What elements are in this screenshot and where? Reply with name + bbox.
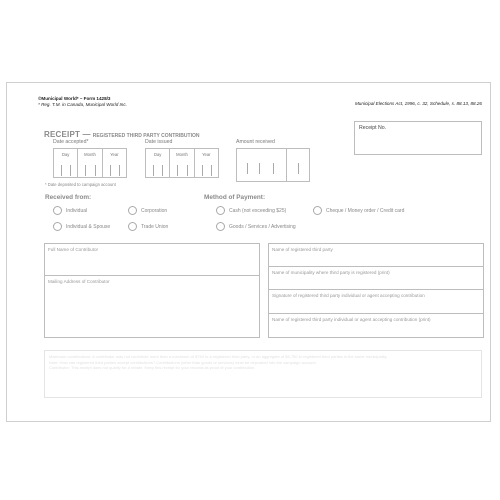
radio-corporation[interactable]: Corporation — [128, 206, 167, 215]
publisher-info — [38, 96, 127, 108]
radio-circle[interactable] — [128, 206, 137, 215]
note-line: Contributor: This receipt does not qualify for a rebate. Keep this receipt for your records as proof of your contribution. — [49, 365, 256, 371]
receipt-number-label: Receipt No. — [359, 125, 387, 131]
date-accepted-year[interactable]: Year — [103, 149, 126, 177]
date-accepted-field[interactable] — [53, 148, 127, 178]
radio-individual-spouse[interactable]: Individual & Spouse — [53, 222, 110, 231]
radio-circle[interactable] — [216, 206, 225, 215]
date-issued-month[interactable]: Month — [170, 149, 194, 177]
note-line: Note: How can registered third parties accept contributions? Contributions (other than goods or services) must be deposited into the campaign account. — [49, 359, 317, 365]
date-footnote: * Date deposited to campaign account — [45, 182, 116, 187]
radio-circle[interactable] — [313, 206, 322, 215]
form-title-sub: REGISTERED THIRD PARTY CONTRIBUTION — [92, 133, 200, 139]
date-accepted-label: Date accepted* — [53, 139, 89, 145]
date-issued-year[interactable]: Year — [195, 149, 218, 177]
amount-label: Amount received — [236, 139, 275, 145]
form-title-main: RECEIPT — — [44, 130, 91, 139]
statute-reference: Municipal Elections Act, 1996, c. 32, Schedule, s. 88.13, 88.26 — [354, 101, 482, 106]
radio-circle[interactable] — [53, 206, 62, 215]
date-issued-label: Date issued — [145, 139, 173, 145]
radio-individual[interactable]: Individual — [53, 206, 87, 215]
receipt-number-field[interactable] — [354, 121, 482, 155]
publisher-line1: ©Municipal World* – Form 1428/3 — [38, 96, 111, 101]
signature-field[interactable]: Signature of registered third party individual or agent accepting contribution — [269, 290, 483, 314]
radio-trade-union[interactable]: Trade Union — [128, 222, 168, 231]
notes-box — [44, 350, 482, 398]
radio-goods-services[interactable]: Goods / Services / Advertising — [216, 222, 296, 231]
signer-name-field[interactable]: Name of registered third party individual or agent accepting contribution (print) — [272, 317, 431, 322]
note-line: Maximum contributions: A contributor may not contribute more than a maximum of $750 to a registered third party, or an aggregate of $3,750 to registered third parties in the same municipality. — [49, 354, 388, 359]
third-party-info-box — [268, 243, 484, 338]
radio-circle[interactable] — [216, 222, 225, 231]
mailing-address-field[interactable]: Mailing Address of Contributor — [48, 279, 110, 284]
payment-method-heading: Method of Payment: — [204, 194, 266, 201]
date-issued-field[interactable] — [145, 148, 219, 178]
contributor-info-box — [44, 243, 260, 338]
publisher-line2: * Reg. T.M. in Canada, Municipal World Inc. — [38, 102, 127, 107]
date-accepted-month[interactable]: Month — [78, 149, 102, 177]
municipality-field[interactable]: Name of municipality where third party is registered (print) — [269, 267, 483, 290]
date-issued-day[interactable]: Day — [146, 149, 170, 177]
radio-circle[interactable] — [53, 222, 62, 231]
radio-cash[interactable]: Cash (not exceeding $25) — [216, 206, 286, 215]
third-party-name-field[interactable]: Name of registered third party — [269, 244, 483, 267]
amount-field[interactable] — [236, 148, 310, 182]
radio-cheque[interactable]: Cheque / Money order / Credit card — [313, 206, 404, 215]
radio-circle[interactable] — [128, 222, 137, 231]
contributor-name-field[interactable]: Full Name of Contributor — [45, 244, 259, 276]
received-from-heading: Received from: — [45, 194, 92, 201]
date-accepted-day[interactable]: Day — [54, 149, 78, 177]
